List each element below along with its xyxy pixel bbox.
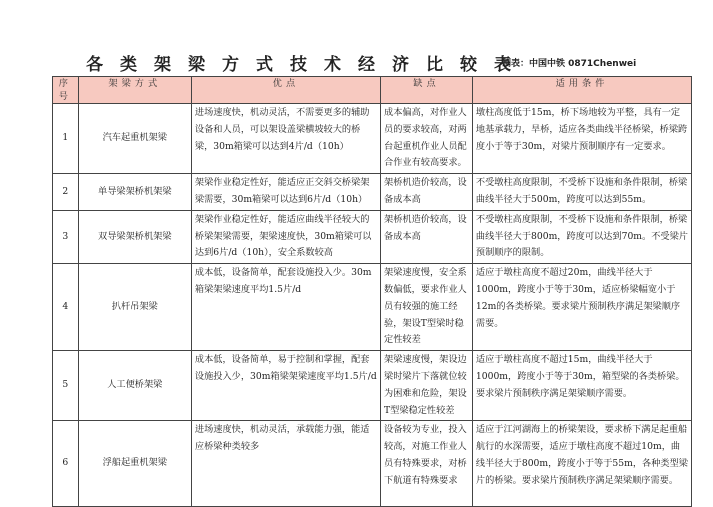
row-method: 双导梁架桥机架梁 <box>78 210 191 263</box>
row-conditions: 适应于墩柱高度不超过15m，曲线半径大于1000m，跨度小于等于30m，箱型梁的各类桥梁。要求梁片预制秩序满足架梁顺序需要。 <box>472 351 691 421</box>
row-cons: 架梁速度慢，架设边梁时梁片下落就位较为困难和危险，架设T型梁稳定性较差 <box>381 351 473 421</box>
header-method: 架梁方式 <box>78 77 191 104</box>
row-pros: 架梁作业稳定性好，能适应曲线半径较大的桥梁架梁需要，架梁速度快，30m箱梁可以达到6片/d（10h），安全系数较高 <box>191 210 380 263</box>
row-method: 人工便桥架梁 <box>78 351 191 421</box>
row-number: 6 <box>53 421 79 507</box>
table-row <box>53 174 692 211</box>
table-row <box>53 264 692 351</box>
row-method: 汽车起重机架梁 <box>78 104 191 174</box>
title-bar <box>0 42 713 78</box>
header-conditions: 适用条件 <box>472 77 691 104</box>
row-cons: 设备较为专业，投入较高，对施工作业人员有特殊要求，对桥下航道有特殊要求 <box>381 421 473 507</box>
row-number: 3 <box>53 210 79 263</box>
row-cons: 架桥机造价较高，设备成本高 <box>381 210 473 263</box>
comparison-table <box>52 76 692 507</box>
table-row <box>53 104 692 174</box>
maker-label: 制表：中国中铁 0871Chenwei <box>502 59 637 69</box>
row-conditions: 不受墩柱高度限制，不受桥下设施和条件限制，桥梁曲线半径大于500m，跨度可以达到55m。 <box>472 174 691 211</box>
row-conditions: 适应于江河湖海上的桥梁架设，要求桥下满足起重船航行的水深需要，适应于墩柱高度不超过10m，曲线半径大于800m，跨度小于等于55m，各种类型梁片的桥梁。要求梁片预制秩序满足架梁顺序需要。 <box>472 421 691 507</box>
row-number: 4 <box>53 264 79 351</box>
row-cons: 架桥机造价较高，设备成本高 <box>381 174 473 211</box>
row-pros: 成本低，设备简单，易于控制和掌握，配套设施投入少，30m箱梁架梁速度平均1.5片/d <box>191 351 380 421</box>
table-row <box>53 351 692 421</box>
row-cons: 成本偏高，对作业人员的要求较高，对两台起重机作业人员配合作业有较高要求。 <box>381 104 473 174</box>
row-conditions: 墩柱高度低于15m，桥下场地较为平整，具有一定地基承载力，旱桥，适应各类曲线半径桥梁，桥梁跨度小于等于30m，对梁片预制顺序有一定要求。 <box>472 104 691 174</box>
row-pros: 架梁作业稳定性好，能适应正交斜交桥梁架梁需要，30m箱梁可以达到6片/d（10h） <box>191 174 380 211</box>
row-number: 5 <box>53 351 79 421</box>
header-cons: 缺点 <box>381 77 473 104</box>
document-title: 各类架梁方式技术经济比较表 <box>86 55 528 75</box>
header-row <box>53 77 692 104</box>
header-no: 序号 <box>53 77 79 104</box>
row-cons: 架梁速度慢，安全系数偏低，要求作业人员有较强的施工经验，架设T型梁时稳定性较差 <box>381 264 473 351</box>
row-number: 2 <box>53 174 79 211</box>
row-method: 单导梁架桥机架梁 <box>78 174 191 211</box>
row-conditions: 不受墩柱高度限制，不受桥下设施和条件限制，桥梁曲线半径大于800m，跨度可以达到70m。不受梁片预制顺序的限制。 <box>472 210 691 263</box>
row-pros: 进场速度快，机动灵活，不需要更多的辅助设备和人员，可以架设盖梁横坡较大的桥梁，30m箱梁可以达到4片/d（10h） <box>191 104 380 174</box>
row-conditions: 适应于墩柱高度不超过20m，曲线半径大于1000m，跨度小于等于30m，适应桥梁幅宽小于12m的各类桥梁。要求梁片预制秩序满足架梁顺序需要。 <box>472 264 691 351</box>
row-method: 浮船起重机架梁 <box>78 421 191 507</box>
row-method: 扒杆吊架梁 <box>78 264 191 351</box>
header-pros: 优点 <box>191 77 380 104</box>
table-row <box>53 421 692 507</box>
row-pros: 成本低，设备简单，配套设施投入少。30m箱梁架梁速度平均1.5片/d <box>191 264 380 351</box>
table-row <box>53 210 692 263</box>
row-number: 1 <box>53 104 79 174</box>
row-pros: 进场速度快，机动灵活，承载能力强，能适应桥梁种类较多 <box>191 421 380 507</box>
